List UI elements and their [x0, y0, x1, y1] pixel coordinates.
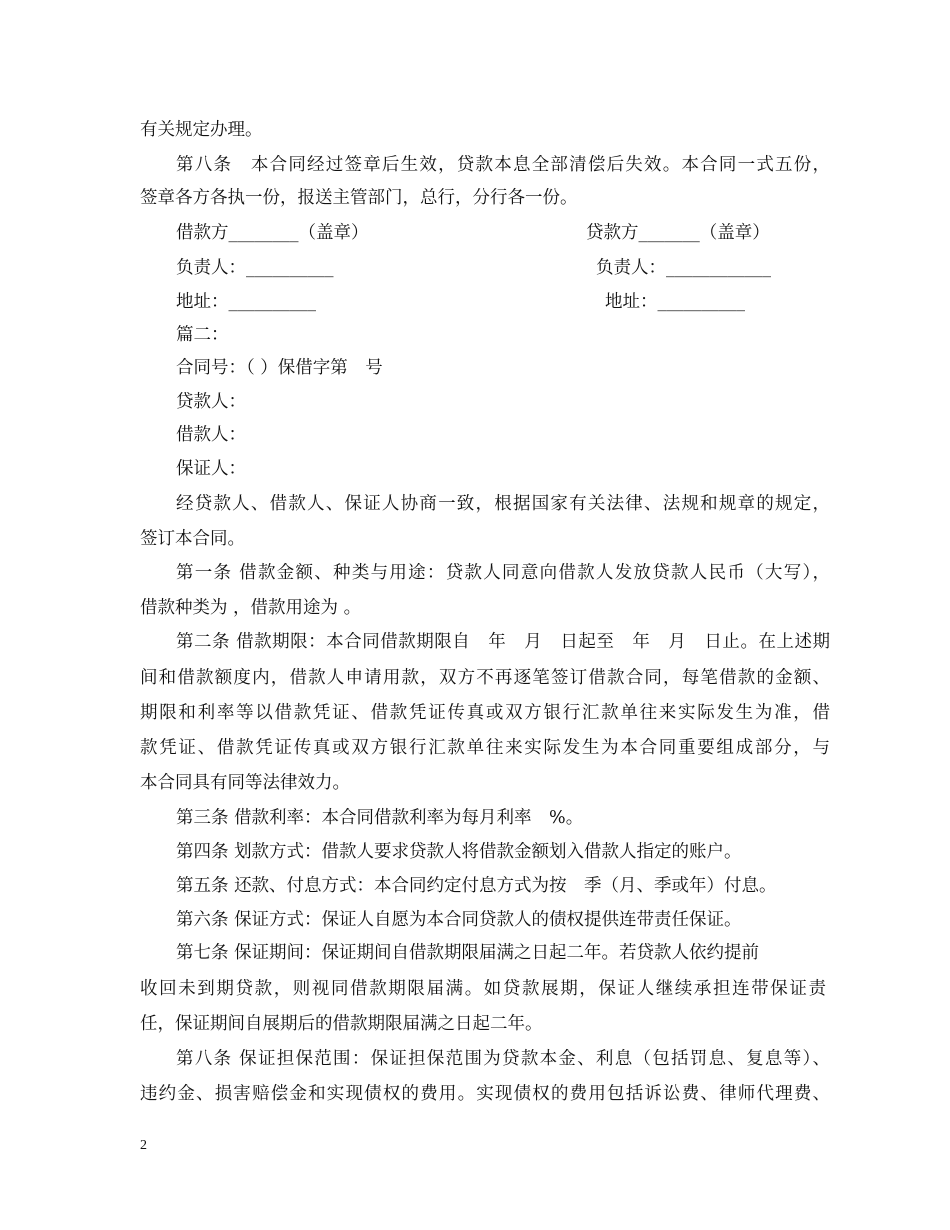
- signature-address-left: 地址：__________: [176, 292, 316, 312]
- paragraph-line: 经贷款人、借款人、保证人协商一致，根据国家有关法律、法规和规章的规定，: [176, 494, 830, 514]
- paragraph-line: 第七条 保证期间：保证期间自借款期限届满之日起二年。若贷款人依约提前: [176, 943, 760, 963]
- paragraph-line: 第五条 还款、付息方式：本合同约定付息方式为按 季（月、季或年）付息。: [176, 876, 777, 896]
- paragraph-line: 第三条 借款利率：本合同借款利率为每月利率 %。: [176, 808, 584, 828]
- paragraph-line: 签订本合同。: [140, 529, 245, 549]
- paragraph-line: 签章各方各执一份，报送主管部门，总行，分行各一份。: [140, 188, 578, 208]
- page-number: 2: [140, 1138, 147, 1153]
- paragraph-line: 第四条 划款方式：借款人要求贷款人将借款金额划入借款人指定的账户。: [176, 842, 742, 862]
- paragraph-line: 本合同具有同等法律效力。: [140, 773, 350, 793]
- signature-person-right: 负责人：____________: [596, 258, 771, 278]
- borrower-label: 借款人：: [176, 425, 246, 445]
- paragraph-line: 第六条 保证方式：保证人自愿为本合同贷款人的债权提供连带责任保证。: [176, 910, 742, 930]
- paragraph-line: 收回未到期贷款，则视同借款期限届满。如贷款展期，保证人继续承担连带保证责: [140, 979, 826, 999]
- signature-borrower: 借款方________（盖章）: [176, 223, 369, 243]
- contract-number: 合同号：（ ）保借字第 号: [176, 358, 383, 378]
- signature-address-right: 地址：__________: [605, 292, 745, 312]
- paragraph-line: 借款种类为 ，借款用途为 。: [140, 598, 362, 618]
- signature-lender: 贷款方_______（盖章）: [586, 223, 770, 243]
- paragraph-line: 有关规定办理。: [140, 120, 263, 140]
- paragraph-line: 任，保证期间自展期后的借款期限届满之日起二年。: [140, 1014, 543, 1034]
- paragraph-line: 第二条 借款期限：本合同借款期限自 年 月 日起至 年 月 日止。在上述期: [176, 632, 830, 652]
- paragraph-line: 第八条 本合同经过签章后生效，贷款本息全部清偿后失效。本合同一式五份，: [176, 155, 830, 175]
- paragraph-line: 期限和利率等以借款凭证、借款凭证传真或双方银行汇款单往来实际发生为准，借: [140, 703, 830, 723]
- section-heading: 篇二：: [176, 325, 229, 345]
- lender-label: 贷款人：: [176, 392, 246, 412]
- signature-person-left: 负责人：__________: [176, 258, 334, 278]
- guarantor-label: 保证人：: [176, 459, 246, 479]
- paragraph-line: 款凭证、借款凭证传真或双方银行汇款单往来实际发生为本合同重要组成部分，与: [140, 738, 830, 758]
- paragraph-line: 第一条 借款金额、种类与用途：贷款人同意向借款人发放贷款人民币（大写），: [176, 563, 830, 583]
- paragraph-line: 第八条 保证担保范围：保证担保范围为贷款本金、利息（包括罚息、复息等）、: [176, 1049, 830, 1069]
- paragraph-line: 间和借款额度内，借款人申请用款，双方不再逐笔签订借款合同，每笔借款的金额、: [140, 668, 830, 688]
- paragraph-line: 违约金、损害赔偿金和实现债权的费用。实现债权的费用包括诉讼费、律师代理费、: [140, 1084, 830, 1104]
